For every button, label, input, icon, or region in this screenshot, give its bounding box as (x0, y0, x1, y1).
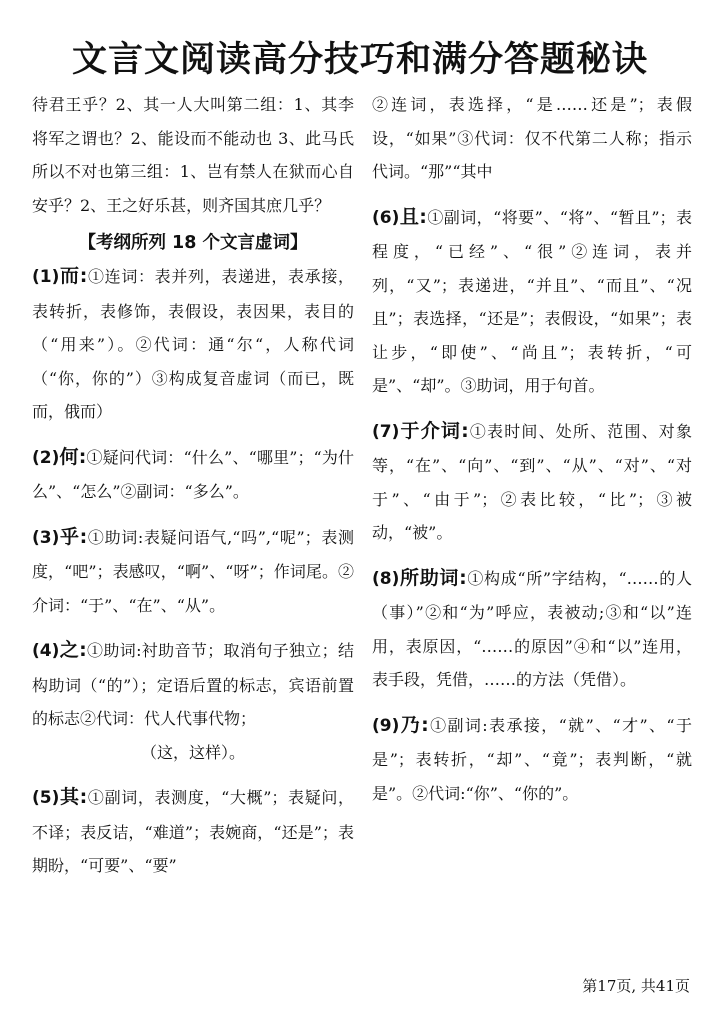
entry-keyword: 且: (399, 205, 427, 228)
entry-zhi (32, 634, 354, 736)
right-column (372, 88, 692, 810)
entry-keyword: 所助词: (399, 566, 467, 589)
entry-suo (372, 562, 692, 697)
left-intro-text: 待君王乎？2、其一人大叫第二组：1、其李将军之谓也？2、能设而不能动也 3、此马氏所以不对也第三组：1、岂有禁人在狱而心自安乎？2、王之好乐甚，则齐国其庶几乎？ (32, 95, 354, 215)
entry-number: (3) (32, 527, 60, 548)
entry-keyword: 其: (59, 786, 88, 808)
entry-keyword: 何: (59, 445, 87, 468)
entry-keyword: 于介词: (399, 419, 469, 442)
entry-hu (32, 521, 354, 623)
right-intro-text: ②连词，表选择，“是……还是”；表假设，“如果”③代词：仅不代第二人称；指示代词。“那”“其中 (372, 95, 692, 181)
entry-text: ①副词，“将要”、“将”、“暂且”；表程度，“已经”、“很”②连词，表并列，“又”；表递进，“并且”、“而且”、“况且”；表选择，“还是”；表假设，“如果”；表让步，“即使”、“尚且”；表转折，“可是”、“却”。③助词，用于句首。 (372, 207, 692, 395)
entry-number: (7) (372, 421, 400, 442)
entry-text: ①疑问代词：“什么”、“哪里”；“为什么”、“怎么”②副词：“多么”。 (32, 447, 354, 501)
left-column (32, 88, 354, 883)
entry-keyword: 乎: (59, 525, 88, 548)
entry-number: (1) (32, 267, 60, 287)
entry-text: ①构成“所”字结构，“……的人（事）”②和“为”呼应，表被动;③和“以”连用，表原因，“……的原因”④和“以”连用，表手段，凭借，……的方法（凭借）。 (372, 568, 692, 689)
entry-he (32, 441, 354, 509)
entry-qi (32, 781, 354, 883)
section-heading: 【考纲所列 18 个文言虚词】 (78, 233, 308, 253)
entry-text: ①副词:表承接，“就”、“才”、“于是”；表转折，“却”、“竟”；表判断，“就是”。②代词:“你”、“你的”。 (372, 715, 692, 803)
entry-qie (372, 201, 692, 403)
entry-number: (2) (32, 447, 60, 468)
entry-yu (372, 415, 692, 550)
entry-number: (6) (372, 207, 400, 228)
entry-text: ①助词:表疑问语气,“吗”,“呢”；表测度，“吧”；表感叹，“啊”、“呀”；作词尾。②介词：“于”、“在”、“从”。 (32, 527, 354, 615)
entry-text: ①连词：表并列，表递进，表承接，表转折，表修饰，表假设，表因果，表目的（“用来”）。②代词：通“尔“，人称代词（“你，你的”）③构成复音虚词（而已，既而，俄而） (32, 267, 354, 421)
entry-zhi-tail: （这，这样）。 (140, 742, 245, 762)
entry-number: (9) (372, 715, 400, 736)
entry-text: ①表时间、处所、范围、对象等，“在”、“向”、“到”、“从”、“对”、“对于”、“由于”；②表比较，“比”；③被动，“被”。 (372, 421, 692, 542)
entry-number: (8) (372, 568, 400, 589)
entry-nai (372, 709, 692, 811)
entry-number: (4) (32, 641, 60, 661)
entry-text: ①副词，表测度，“大概”；表疑问，不译；表反诘，“难道”；表婉商，“还是”；表期盼，“可要”、“要” (32, 788, 354, 875)
entry-keyword: 乃: (399, 713, 429, 736)
entry-er (32, 260, 354, 429)
entry-number: (5) (32, 788, 60, 808)
entry-keyword: 而: (59, 265, 88, 287)
entry-keyword: 之: (59, 639, 87, 661)
page-title: 文言文阅读高分技巧和满分答题秘诀 (71, 40, 648, 80)
entry-text: ①助词:衬助音节；取消句子独立；结构助词（“的”）；定语后置的标志，宾语前置的标志②代词：代人代事代物； (32, 641, 354, 728)
page-number: 第17页, 共41页 (582, 977, 690, 995)
